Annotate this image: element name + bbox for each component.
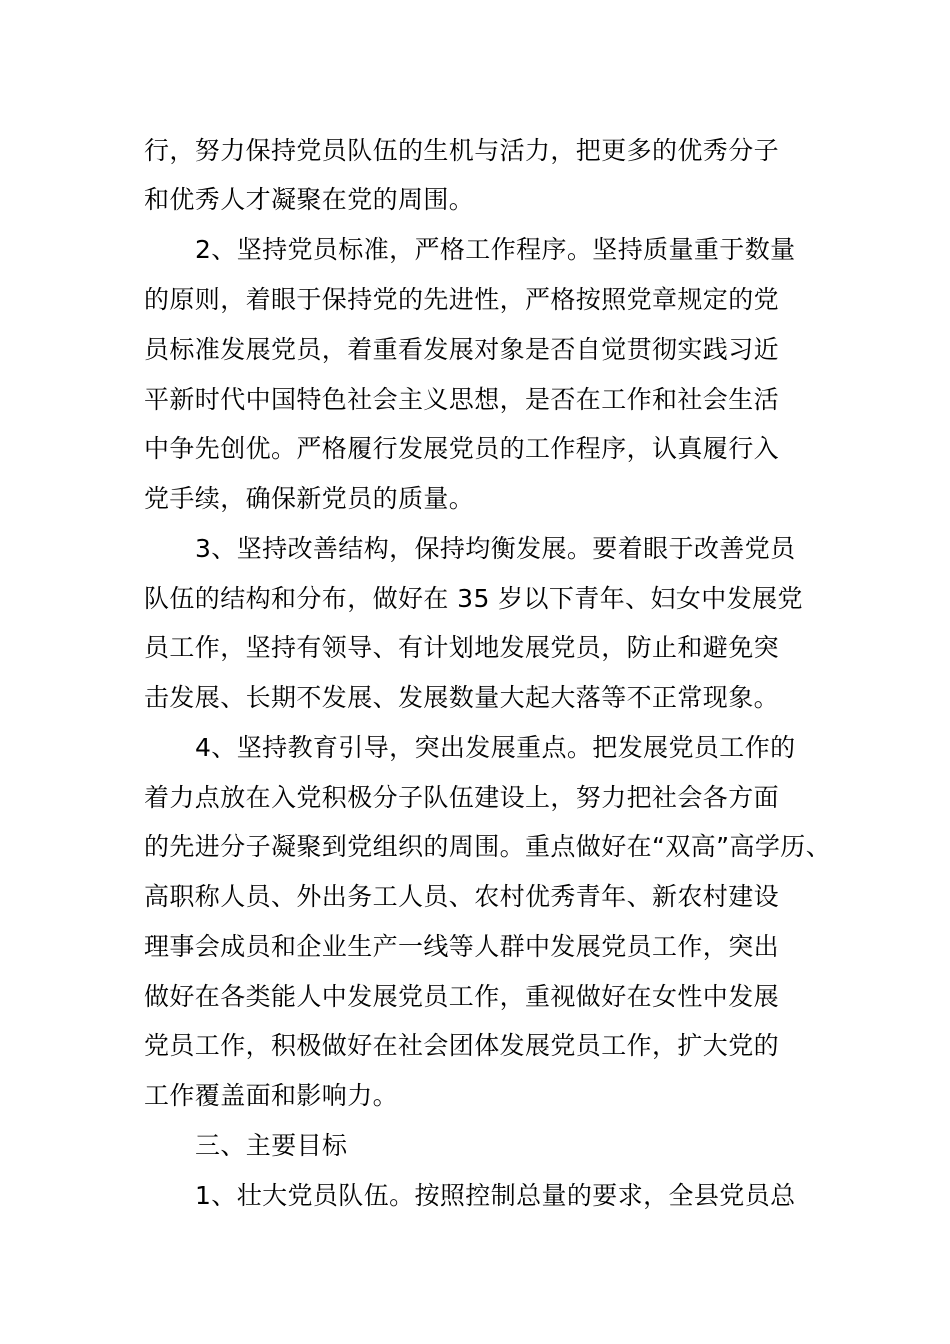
text-line-14: 着力点放在入党积极分子队伍建设上，努力把社会各方面 <box>144 783 780 812</box>
text-line-10: 队伍的结构和分布，做好在 35 岁以下青年、妇女中发展党 <box>144 584 803 613</box>
text-line-19: 党员工作，积极做好在社会团体发展党员工作，扩大党的 <box>144 1031 780 1060</box>
section-heading: 三、主要目标 <box>195 1131 348 1160</box>
text-line-11: 员工作，坚持有领导、有计划地发展党员，防止和避免突 <box>144 633 780 662</box>
text-line-20: 工作覆盖面和影响力。 <box>144 1081 399 1110</box>
paragraph-2-heading-line: 2、坚持党员标准，严格工作程序。坚持质量重于数量 <box>195 235 796 264</box>
text-line-16: 高职称人员、外出务工人员、农村优秀青年、新农村建设 <box>144 882 780 911</box>
text-line-18: 做好在各类能人中发展党员工作，重视做好在女性中发展 <box>144 982 780 1011</box>
paragraph-3-heading-line: 3、坚持改善结构，保持均衡发展。要着眼于改善党员 <box>195 534 796 563</box>
text-line-2: 和优秀人才凝聚在党的周围。 <box>144 185 475 214</box>
text-line-7: 中争先创优。严格履行发展党员的工作程序，认真履行入 <box>144 434 780 463</box>
text-line-12: 击发展、长期不发展、发展数量大起大落等不正常现象。 <box>144 683 780 712</box>
text-line-8: 党手续，确保新党员的质量。 <box>144 484 475 513</box>
text-line-1: 行，努力保持党员队伍的生机与活力，把更多的优秀分子 <box>144 136 780 165</box>
text-line-17: 理事会成员和企业生产一线等人群中发展党员工作，突出 <box>144 932 780 961</box>
text-line-5: 员标准发展党员，着重看发展对象是否自觉贯彻实践习近 <box>144 335 780 364</box>
paragraph-4-heading-line: 4、坚持教育引导，突出发展重点。把发展党员工作的 <box>195 733 796 762</box>
text-line-15: 的先进分子凝聚到党组织的周围。重点做好在“双高”高学历、 <box>144 832 832 861</box>
text-line-6: 平新时代中国特色社会主义思想，是否在工作和社会生活 <box>144 385 780 414</box>
section-item-1-line: 1、壮大党员队伍。按照控制总量的要求，全县党员总 <box>195 1181 796 1210</box>
text-line-4: 的原则，着眼于保持党的先进性，严格按照党章规定的党 <box>144 285 780 314</box>
